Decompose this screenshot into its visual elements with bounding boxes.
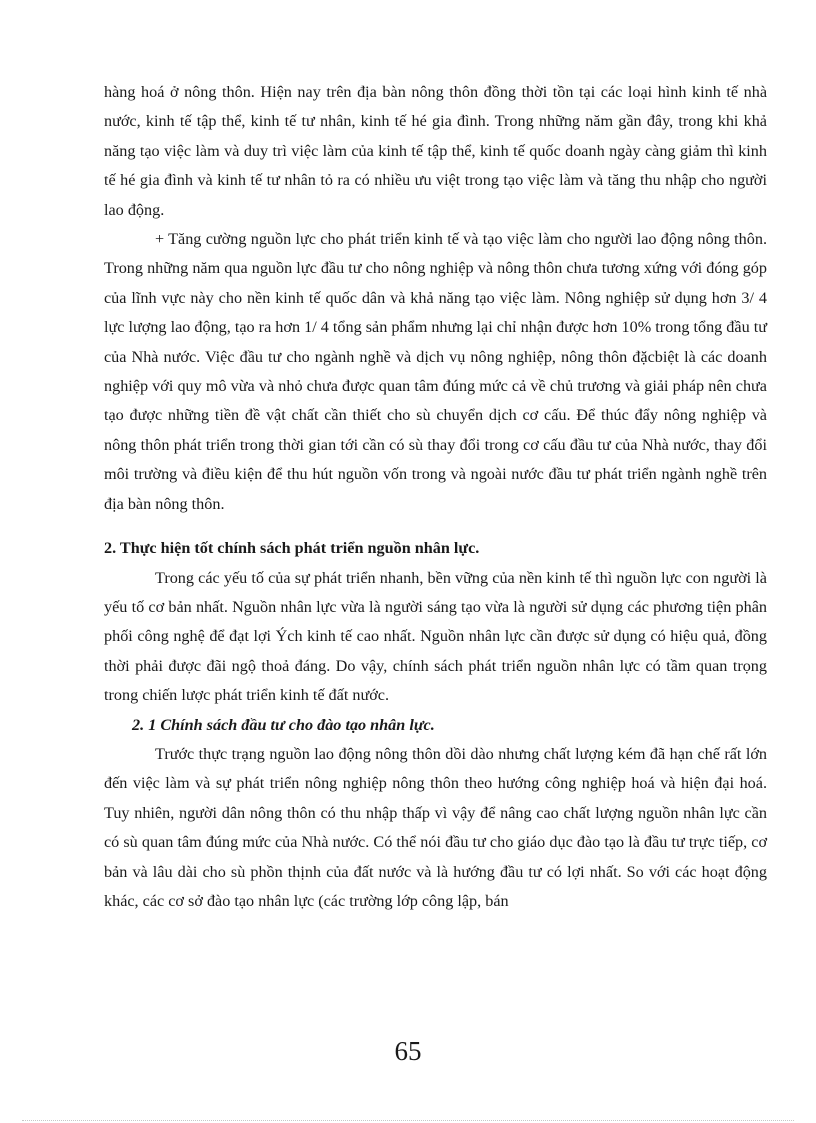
page-number: 65 <box>394 1036 422 1066</box>
page-bottom-divider <box>22 1120 794 1121</box>
subsection-heading: 2. 1 Chính sách đầu tư cho đào tạo nhân lực. <box>132 715 435 734</box>
subsection-paragraph: Trước thực trạng nguồn lao động nông thôn dồi dào nhưng chất lượng kém đã hạn chế rất lớn đến việc làm và sự phát triển nông nghiệp nông thôn theo hướng công nghiệp hoá và hiện đại hoá. Tuy nhiên, người dân nông thôn có thu nhập thấp vì vậy để nâng cao chất lượng nguồn nhân lực cần có sù quan tâm đúng mức của Nhà nước. Có thể nói đầu tư cho giáo dục đào tạo là đầu tư trực tiếp, cơ bản và lâu dài cho sù phồn thịnh của đất nước và là hướng đầu tư có lợi nhất. So với các hoạt động khác, các cơ sở đào tạo nhân lực (các trường lớp công lập, bán <box>104 744 767 910</box>
section-paragraph: Trong các yếu tố của sự phát triển nhanh, bền vững của nền kinh tế thì nguồn lực con người là yếu tố cơ bản nhất. Nguồn nhân lực vừa là người sáng tạo vừa là người sử dụng các phương tiện phân phối công nghệ để đạt lợi Ých kinh tế cao nhất. Nguồn nhân lực cần được sử dụng có hiệu quả, đồng thời phải được đãi ngộ thoả đáng. Do vậy, chính sách phát triển nguồn nhân lực có tầm quan trọng trong chiến lược phát triển kinh tế đất nước. <box>104 568 767 705</box>
document-body <box>104 78 767 916</box>
paragraph-resources: + Tăng cường nguồn lực cho phát triển kinh tế và tạo việc làm cho người lao động nông thôn. Trong những năm qua nguồn lực đầu tư cho nông nghiệp và nông thôn chưa tương xứng với đóng góp của lĩnh vực này cho nền kinh tế quốc dân và khả năng tạo việc làm. Nông nghiệp sử dụng hơn 3/ 4 lực lượng lao động, tạo ra hơn 1/ 4 tổng sản phẩm nhưng lại chỉ nhận được hơn 10% trong tổng đầu tư của Nhà nước. Việc đầu tư cho ngành nghề và dịch vụ nông nghiệp, nông thôn đặcbiệt là các doanh nghiệp với quy mô vừa và nhỏ chưa được quan tâm đúng mức cả về chủ trương và giải pháp nên chưa tạo được những tiền đề vật chất cần thiết cho sù chuyển dịch cơ cấu. Để thúc đẩy nông nghiệp và nông thôn phát triển trong thời gian tới cần có sù thay đổi trong cơ cấu đầu tư của Nhà nước, thay đổi môi trường và điều kiện để thu hút nguồn vốn trong và ngoài nước đầu tư phát triển ngành nghề trên địa bàn nông thôn. <box>104 230 767 513</box>
section-heading: 2. Thực hiện tốt chính sách phát triển nguồn nhân lực. <box>104 539 480 558</box>
paragraph-continuation: hàng hoá ở nông thôn. Hiện nay trên địa bàn nông thôn đồng thời tồn tại các loại hình kinh tế nhà nước, kinh tế tập thể, kinh tế tư nhân, kinh tế hé gia đình. Trong những năm gần đây, trong khi khả năng tạo việc làm và duy trì việc làm của kinh tế tập thể, kinh tế quốc doanh ngày càng giảm thì kinh tế hé gia đình và kinh tế tư nhân tỏ ra có nhiều ưu việt trong tạo việc làm và tăng thu nhập cho người lao động. <box>104 83 767 219</box>
